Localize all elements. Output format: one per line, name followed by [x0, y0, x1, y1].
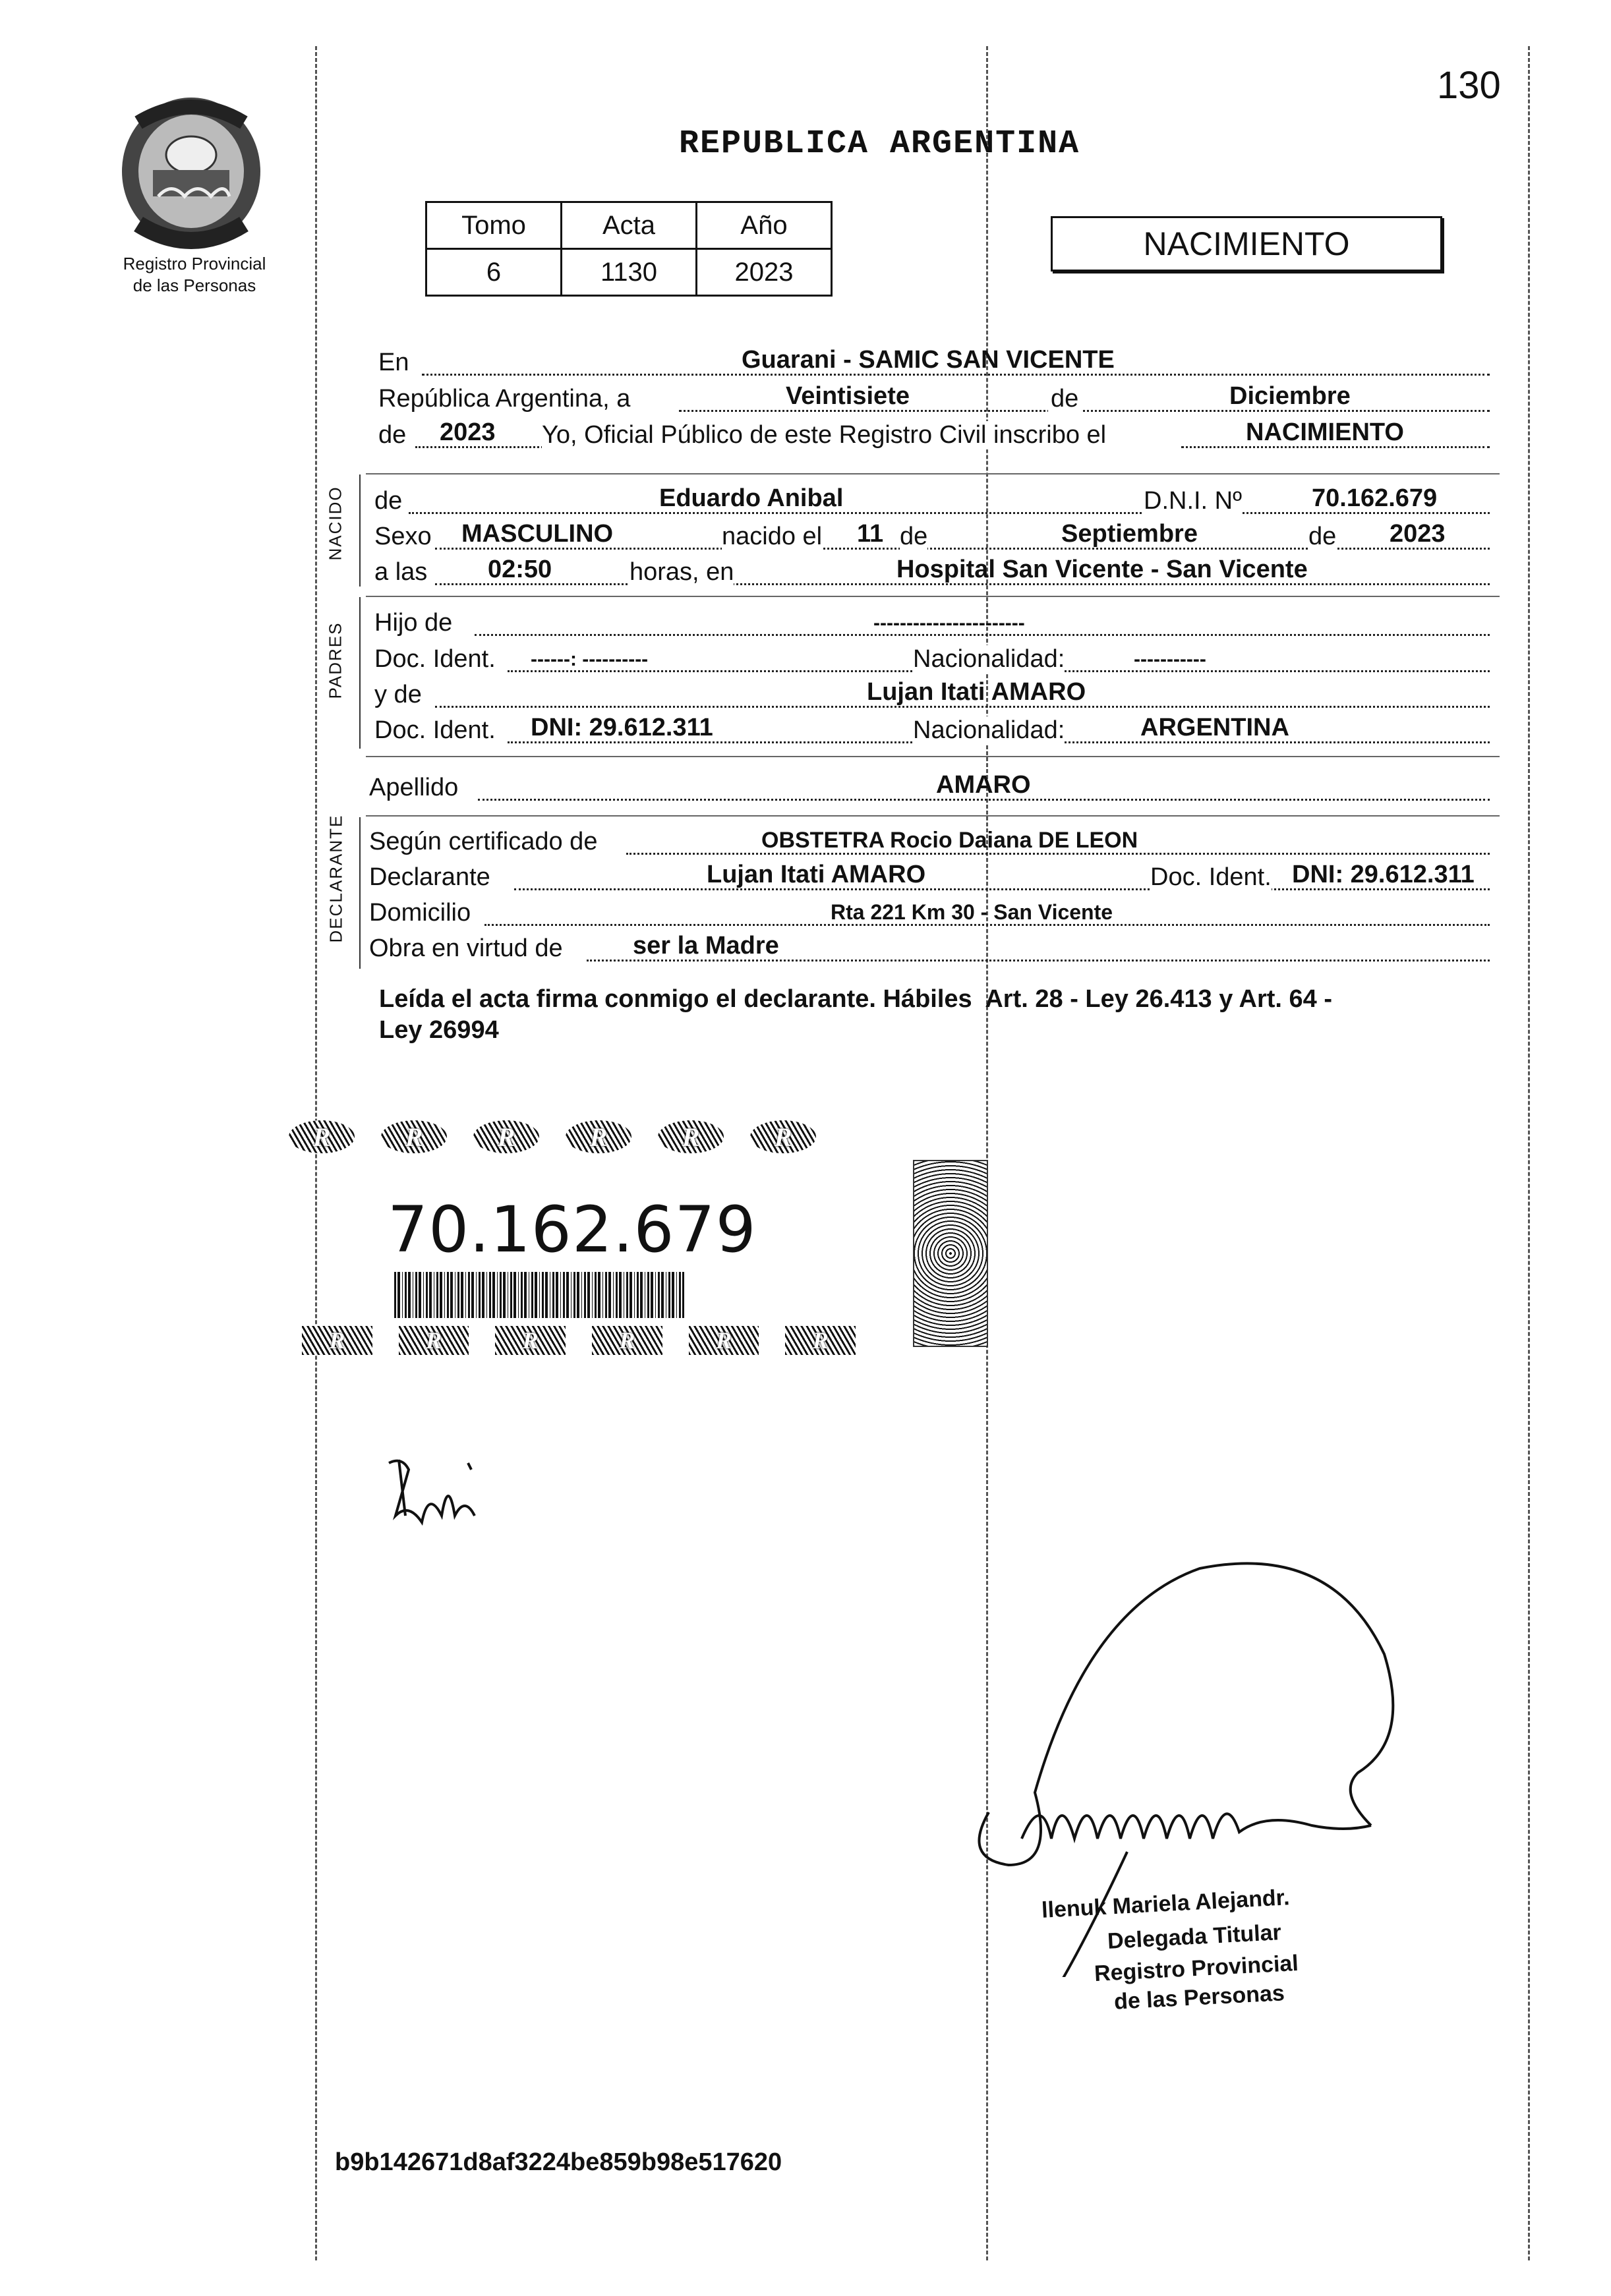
year-prefix: de: [378, 421, 407, 449]
r-stamp-icon: R: [785, 1326, 856, 1355]
domicilio-label: Domicilio: [369, 899, 471, 927]
day-value: Veintisiete: [786, 382, 910, 410]
r-stamp-icon: R: [689, 1326, 759, 1355]
padres-section-label: PADRES: [325, 621, 345, 699]
record-value: NACIMIENTO: [1246, 418, 1404, 446]
apellido-label: Apellido: [369, 774, 459, 801]
nacido-row-name: [369, 481, 1490, 519]
r-stamp-icon: R: [381, 1120, 447, 1153]
barcode-sticker: [276, 1120, 856, 1364]
child-name: Eduardo Anibal: [659, 484, 844, 512]
official-stamp-line2: Delegada Titular: [1107, 1920, 1282, 1954]
domicilio-value: Rta 221 Km 30 - San Vicente: [831, 900, 1113, 924]
republica-label: República Argentina, a: [378, 385, 631, 413]
mother-name: Lujan Itati AMARO: [867, 678, 1086, 706]
birth-de-label: de: [900, 523, 928, 550]
registry-logo: [112, 92, 270, 257]
nacido-el-label: nacido el: [722, 523, 823, 550]
mother-nat-label: Nacionalidad:: [913, 716, 1065, 744]
r-stamp-icon: R: [592, 1326, 662, 1355]
padres-row-mother: [369, 675, 1490, 713]
security-hologram-icon: [913, 1160, 988, 1347]
birth-de-label2: de: [1308, 523, 1337, 550]
r-stamp-icon: R: [289, 1120, 355, 1153]
horas-label: horas, en: [630, 558, 734, 586]
nacido-row-time: [369, 552, 1490, 590]
father-doc-label: Doc. Ident.: [374, 645, 496, 673]
record-table-header-acta: Acta: [562, 202, 697, 249]
barcode-number: 70.162.679: [388, 1193, 757, 1267]
birth-place: Hospital San Vicente - San Vicente: [896, 556, 1308, 583]
r-stamp-icon: R: [658, 1120, 724, 1153]
father-nat-label: Nacionalidad:: [913, 645, 1065, 673]
nacido-de-label: de: [374, 487, 403, 515]
logo-caption-line1: Registro Provincial: [123, 254, 266, 273]
declarant-signature: [382, 1450, 501, 1535]
segun-label: Según certificado de: [369, 828, 598, 855]
act-row-year: [369, 415, 1490, 453]
act-row-date: [369, 379, 1490, 417]
declarante-row-domicilio: [369, 893, 1490, 931]
record-type-box: [1051, 216, 1442, 272]
obra-label: Obra en virtud de: [369, 934, 563, 962]
mother-doc-value: DNI: 29.612.311: [531, 714, 713, 741]
declarante-label: Declarante: [369, 863, 490, 891]
page-number: 130: [1437, 64, 1501, 107]
r-stamp-icon: R: [302, 1326, 372, 1355]
r-stamp-icon: R: [473, 1120, 539, 1153]
father-value: -----------------------: [873, 612, 1025, 634]
sexo-value: MASCULINO: [461, 520, 614, 548]
declarante-value: Lujan Itati AMARO: [707, 861, 926, 888]
record-type: NACIMIENTO: [1143, 225, 1350, 262]
declarante-section-label: DECLARANTE: [326, 814, 346, 943]
declarante-doc-value: DNI: 29.612.311: [1292, 861, 1475, 888]
record-table: [425, 201, 833, 297]
r-stamp-icon: R: [750, 1120, 816, 1153]
declarante-row-obra: [369, 929, 1490, 967]
child-dni: 70.162.679: [1312, 484, 1438, 512]
en-value: Guarani - SAMIC SAN VICENTE: [742, 346, 1115, 374]
declarante-doc-label: Doc. Ident.: [1150, 863, 1272, 891]
mother-doc-label: Doc. Ident.: [374, 716, 496, 744]
birth-year: 2023: [1390, 520, 1446, 548]
segun-value: OBSTETRA Rocio Daiana DE LEON: [761, 828, 1138, 853]
r-stamp-icon: R: [399, 1326, 469, 1355]
a-las-label: a las: [374, 558, 428, 586]
padres-row-father: [369, 603, 1490, 641]
padres-row-father-doc: [369, 639, 1490, 677]
declarante-row-name: [369, 857, 1490, 896]
nacido-row-sex: [369, 517, 1490, 555]
obra-value: ser la Madre: [633, 932, 779, 960]
record-table-header-tomo: Tomo: [426, 202, 562, 249]
nacido-section-label: NACIDO: [325, 486, 345, 561]
de-label: de: [1048, 385, 1081, 413]
en-label: En: [378, 349, 409, 376]
month-value: Diciembre: [1229, 382, 1351, 410]
year-value: 2023: [440, 418, 496, 446]
stamp-strip-top: [276, 1120, 856, 1164]
closing-text-line2: Ley 26994: [379, 1016, 499, 1044]
closing-text-line1: Leída el acta firma conmigo el declarante. Hábiles Art. 28 - Ley 26.413 y Art. 64 -: [379, 985, 1332, 1013]
barcode-bars: [394, 1272, 684, 1318]
right-margin-line: [1528, 46, 1530, 2260]
record-table-header-ano: Año: [697, 202, 832, 249]
apellido-value: AMARO: [936, 771, 1031, 799]
official-stamp-line4: de las Personas: [1113, 1980, 1285, 2015]
document-hash: b9b142671d8af3224be859b98e517620: [335, 2148, 782, 2176]
dni-label: D.N.I. Nº: [1144, 487, 1242, 515]
oficial-text: Yo, Oficial Público de este Registro Civil inscribo el: [542, 421, 1107, 449]
stamp-strip-bottom: [276, 1326, 856, 1364]
official-stamp-line3: Registro Provincial: [1094, 1950, 1299, 1987]
sexo-label: Sexo: [374, 523, 432, 550]
r-stamp-icon: R: [495, 1326, 566, 1355]
r-stamp-icon: R: [566, 1120, 631, 1153]
apellido-row: [369, 768, 1490, 806]
father-doc-value: ------: ----------: [531, 648, 649, 670]
hijo-de-label: Hijo de: [374, 609, 453, 637]
y-de-label: y de: [374, 681, 422, 708]
padres-row-mother-doc: [369, 710, 1490, 749]
record-table-value-tomo: 6: [426, 249, 562, 296]
provincial-seal-icon: [112, 92, 270, 257]
logo-caption-line2: de las Personas: [132, 275, 256, 295]
record-table-value-acta: 1130: [562, 249, 697, 296]
birth-month: Septiembre: [1061, 520, 1198, 548]
birth-day: 11: [857, 520, 884, 548]
declarante-row-segun: [369, 822, 1490, 860]
mother-nat-value: ARGENTINA: [1140, 714, 1289, 741]
page-title: REPUBLICA ARGENTINA: [679, 125, 1080, 163]
official-stamp-line1: llenuk Mariela Alejandr.: [1041, 1885, 1291, 1923]
record-table-value-ano: 2023: [697, 249, 832, 296]
father-nat-value: -----------: [1134, 648, 1206, 670]
act-row-en: [369, 343, 1490, 381]
birth-time: 02:50: [488, 556, 552, 583]
